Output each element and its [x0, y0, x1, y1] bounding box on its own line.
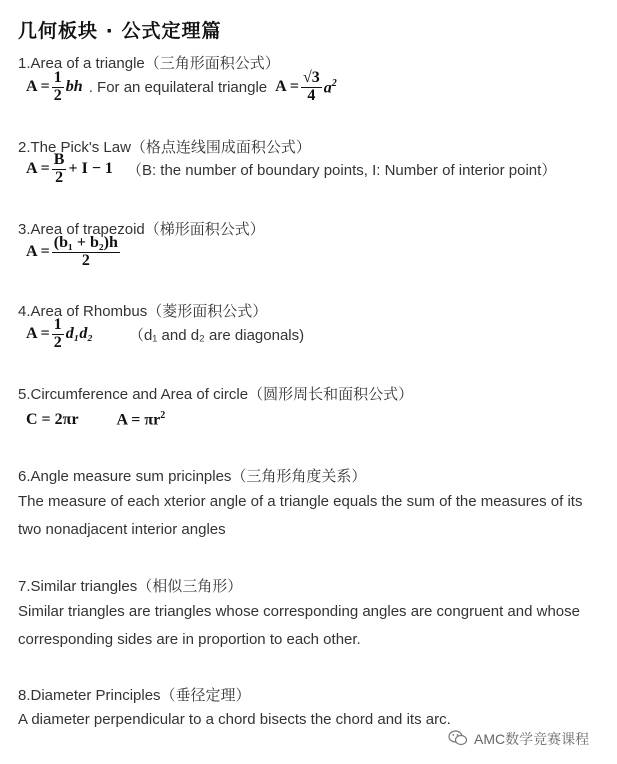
formula-rhs-2: $a^2$	[323, 77, 337, 96]
section-7-heading: 7.Similar triangles（相似三角形）	[18, 578, 243, 595]
fraction-denominator: 2	[53, 86, 62, 104]
fraction-numerator: 1	[53, 316, 62, 333]
section-8-heading: 8.Diameter Principles（垂径定理）	[18, 687, 251, 704]
fraction-denominator: 2	[53, 333, 62, 351]
section-4-heading: 4.Area of Rhombus（菱形面积公式）	[18, 303, 268, 320]
formula-lhs: A =	[26, 78, 50, 96]
formula-rhs: d₁d₂	[65, 325, 93, 343]
page-title: 几何板块 · 公式定理篇	[18, 20, 222, 42]
section-1-heading: 1.Area of a triangle（三角形面积公式）	[18, 55, 280, 72]
area-formula: $A = \pi r^2$	[116, 410, 166, 429]
formula-rhs: + I − 1	[68, 160, 113, 178]
section-8-text: A diameter perpendicular to a chord bisects the chord and its arc.	[18, 711, 451, 728]
fraction-denominator: 4	[307, 86, 316, 104]
circumference-formula: C = 2πr	[26, 410, 79, 428]
fraction	[52, 317, 64, 352]
section-2-formula	[26, 152, 556, 187]
fraction-numerator: B	[53, 151, 65, 168]
fraction-numerator: √3	[302, 69, 320, 86]
fraction-denominator: 2	[55, 168, 64, 186]
section-6-text: The measure of each xterior angle of a triangle equals the sum of the measures of its two nonadjacent interior angles	[18, 493, 583, 538]
fraction-2	[301, 70, 322, 105]
fraction-numerator: 1	[53, 69, 62, 86]
section-5-formula	[26, 410, 165, 429]
fraction-denominator: 2	[81, 251, 90, 269]
formula-lhs: A =	[26, 325, 50, 343]
formula-lhs: A =	[26, 160, 50, 178]
formula-lhs: A =	[26, 243, 50, 261]
formula-note: . For an equilateral triangle	[88, 78, 268, 96]
formula-note: （B: the number of boundary points, I: Number of interior point）	[126, 161, 557, 179]
formula-rhs: bh	[65, 78, 83, 96]
section-5-heading: 5.Circumference and Area of circle（圆形周长和面积公式）	[18, 386, 414, 403]
wechat-icon	[448, 730, 468, 749]
section-2-heading: 2.The Pick's Law（格点连线围成面积公式）	[18, 139, 311, 156]
section-3-formula	[26, 235, 122, 270]
formula-note: （d₁ and d₂ are diagonals)	[128, 326, 305, 344]
watermark-text: AMC数学竞赛课程	[474, 731, 590, 747]
section-3-heading: 3.Area of trapezoid（梯形面积公式）	[18, 221, 265, 238]
section-4-formula	[26, 317, 304, 352]
fraction	[52, 235, 120, 270]
section-1-formula	[26, 70, 337, 105]
fraction	[52, 70, 64, 105]
formula-lhs-2: A =	[275, 78, 299, 96]
section-6-heading: 6.Angle measure sum pricinples（三角形角度关系）	[18, 468, 367, 485]
watermark	[448, 729, 589, 749]
fraction-numerator: (b₁ + b₂)h	[53, 234, 118, 251]
fraction	[52, 152, 67, 187]
section-7-text: Similar triangles are triangles whose corresponding angles are congruent and whose corresponding sides are in proportion to each other.	[18, 603, 580, 648]
